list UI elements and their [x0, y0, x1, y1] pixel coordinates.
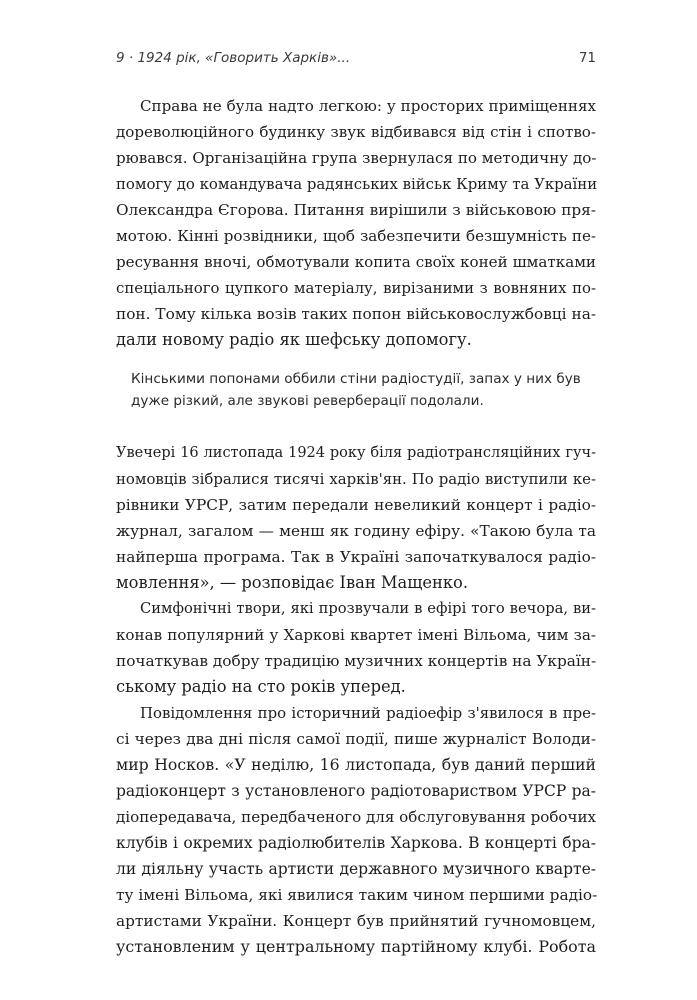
paragraph-4-line: артистами України. Концерт був прийнятий гучномовцем,	[116, 912, 596, 930]
paragraph-3-line: Симфонічні твори, які прозвучали в ефірі того вечора, ви-	[140, 600, 596, 617]
paragraph-4-line: Повідомлення про історичний радіоефір з'явилося в пре-	[140, 704, 596, 722]
paragraph-4-line: сі через два дні після самої події, пише журналіст Володи-	[116, 730, 596, 748]
paragraph-2-line: Увечері 16 листопада 1924 року біля радіотрансляційних гуч-	[116, 445, 596, 461]
paragraph-4-line: установленим у центральному партійному клубі. Робота	[116, 937, 596, 956]
paragraph-1-line: дали новому радіо як шефську допомогу.	[116, 330, 472, 349]
running-head: 9 · 1924 рік, «Говорить Харків»...	[116, 50, 351, 66]
paragraph-1-line: ресування вночі, обмотували копита своїх коней шматками	[116, 253, 596, 271]
paragraph-4-line: ли діяльну участь артисти державного музичного кварте-	[116, 860, 596, 878]
paragraph-4-line: ту імені Вільома, які явилися таким чином першими радіо-	[116, 886, 598, 904]
paragraph-4-line: клубів і окремих радіолюбителів Харкова. В концерті бра-	[116, 834, 596, 852]
paragraph-2-line: найперша програма. Так в Україні започаткувалося радіо-	[116, 548, 596, 566]
paragraph-3-line: конав популярний у Харкові квартет імені Вільома, чим за-	[116, 626, 596, 644]
paragraph-3-line: початкував добру традицію музичних концертів на Україн-	[116, 652, 597, 670]
paragraph-1-line: мотою. Кінні розвідники, щоб забезпечити безшумність пе-	[116, 227, 596, 245]
paragraph-1-line: помогу до командувача радянських військ Криму та України	[116, 175, 598, 193]
paragraph-2-line: рівники УРСР, затим передали невеликий концерт і радіо-	[116, 496, 596, 514]
paragraph-2-line: номовців зібралися тисячі харків'ян. По радіо виступили ке-	[116, 470, 596, 488]
pull-quote-line: дуже різкий, але звукові реверберації подолали.	[131, 393, 484, 409]
paragraph-1-line: Олександра Єгорова. Питання вирішили з військовою пря-	[116, 201, 596, 219]
paragraph-4-line: діопередавача, передбаченого для обслуговування робочих	[116, 808, 597, 826]
paragraph-4-line: радіоконцерт з установленого радіотовариством УРСР ра-	[116, 782, 596, 800]
paragraph-1-line: рювався. Організаційна група звернулася по методичну до-	[116, 149, 597, 167]
paragraph-2-line: мовлення», — розповідає Іван Мащенко.	[116, 573, 468, 592]
page-number: 71	[578, 50, 596, 66]
paragraph-1-line: пон. Тому кілька возів таких попон військовослужбовці на-	[116, 305, 596, 323]
pull-quote-line: Кінськими попонами оббили стіни радіостудії, запах у них був	[131, 371, 581, 387]
paragraph-1-line: Справа не була надто легкою: у просторих приміщеннях	[140, 97, 596, 115]
page-header	[116, 50, 596, 70]
paragraph-2-line: журнал, загалом — менш як годину ефіру. «Такою була та	[116, 522, 596, 540]
paragraph-1-line: дореволюційного будинку звук відбивався від стін і спотво-	[116, 123, 596, 141]
paragraph-3-line: ському радіо на сто років уперед.	[116, 677, 406, 696]
paragraph-4-line: мир Носков. «У неділю, 16 листопада, був даний перший	[116, 755, 596, 774]
paragraph-1-line: спеціального цупкого матеріалу, вирізаними з вовняних по-	[116, 279, 596, 297]
